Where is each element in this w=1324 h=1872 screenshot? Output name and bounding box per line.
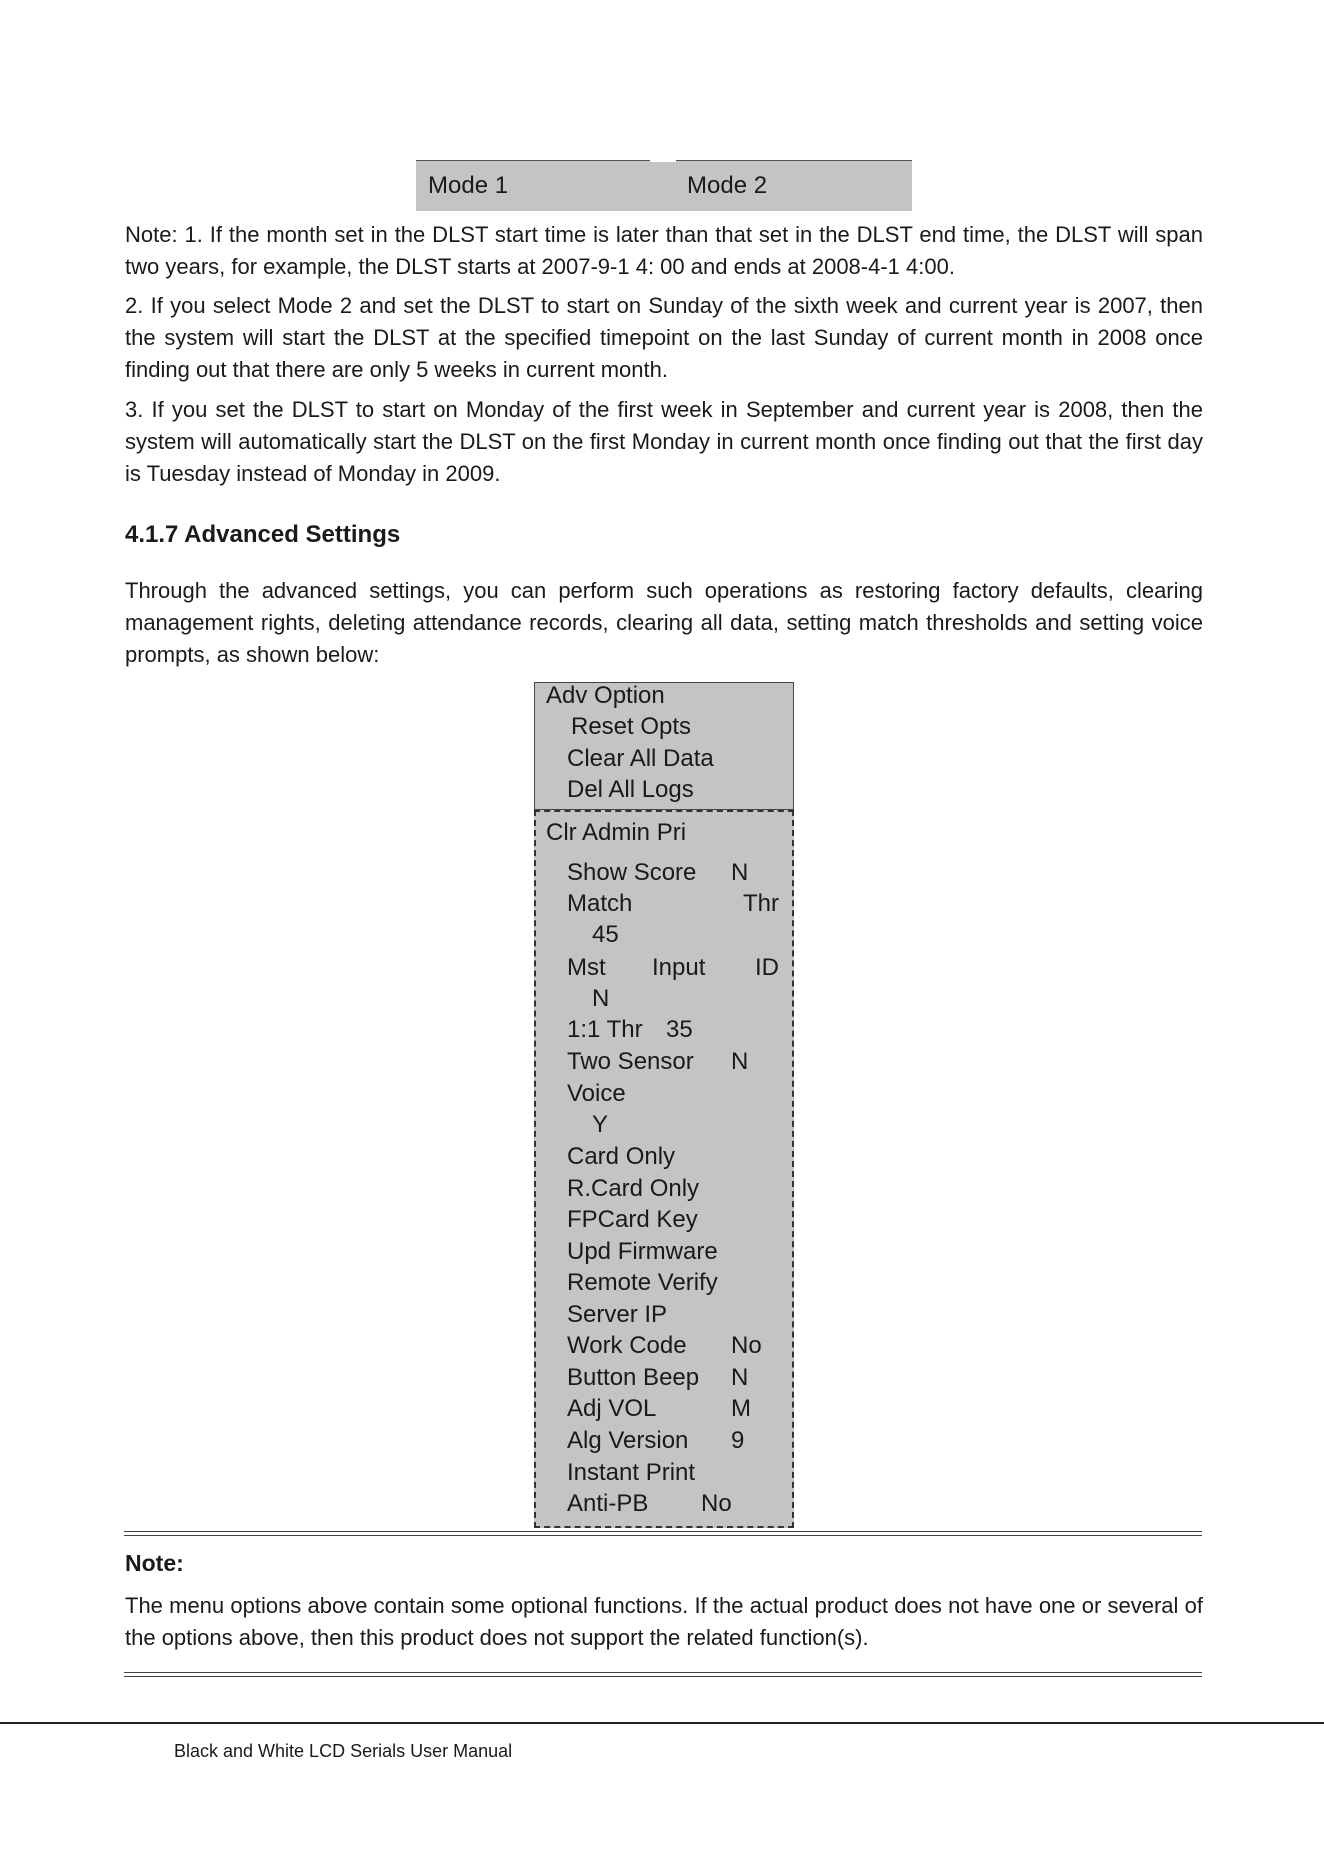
menu-value-mst: N [592, 985, 610, 1012]
menu-item-voice: Voice [567, 1080, 626, 1107]
menu-value-adj-vol: M [731, 1395, 751, 1422]
section-heading: 4.1.7 Advanced Settings [125, 521, 401, 548]
note-paragraph-1: Note: 1. If the month set in the DLST start time is later than that set in the DLST end time, the DLST will span two years, for example, the DLST starts at 2007-9-1 4: 00 and ends at 2008-4-1 4:00. [125, 222, 1203, 279]
menu-item-alg-version: Alg Version [567, 1427, 689, 1454]
menu-value-alg-version: 9 [731, 1427, 745, 1454]
menu-item-clr-admin-pri: Clr Admin Pri [546, 819, 687, 846]
menu-value-one-to-one-thr: 35 [666, 1016, 693, 1043]
menu-value-two-sensor: N [731, 1048, 749, 1075]
footer-rule [0, 1722, 1324, 1724]
menu-item-match-thr: Thr [743, 890, 779, 917]
menu-item-server-ip: Server IP [567, 1301, 668, 1328]
menu-item-rcard-only: R.Card Only [567, 1175, 700, 1202]
menu-item-work-code: Work Code [567, 1332, 687, 1359]
menu-item-show-score: Show Score [567, 859, 697, 886]
menu-item-clear-all-data: Clear All Data [567, 745, 714, 772]
note-top-rule [124, 1531, 1202, 1536]
menu-value-match: 45 [592, 921, 619, 948]
menu-value-voice: Y [592, 1111, 609, 1138]
menu-item-anti-pb: Anti-PB [567, 1490, 649, 1517]
mode-2-label: Mode 2 [687, 172, 768, 199]
menu-value-show-score: N [731, 859, 749, 886]
section-intro: Through the advanced settings, you can perform such operations as restoring factory defaults, clearing management rights, deleting attendance records, clearing all data, setting match thresholds and setting voice prompts, as shown below: [125, 578, 1203, 667]
menu-item-button-beep: Button Beep [567, 1364, 700, 1391]
note-text: The menu options above contain some optional functions. If the actual product does not have one or several of the options above, then this product does not support the related function(s). [125, 1593, 1203, 1650]
menu-title: Adv Option [546, 682, 665, 709]
menu-item-mst-input: Input [652, 954, 706, 981]
menu-item-remote-verify: Remote Verify [567, 1269, 718, 1296]
menu-value-anti-pb: No [701, 1490, 732, 1517]
menu-value-work-code: No [731, 1332, 762, 1359]
menu-item-two-sensor: Two Sensor [567, 1048, 694, 1075]
menu-item-adj-vol: Adj VOL [567, 1395, 657, 1422]
note-paragraph-3: 3. If you set the DLST to start on Monday of the first week in September and current year is 2008, then the system will automatically start the DLST on the first Monday in current month once finding out that the first day is Tuesday instead of Monday in 2009. [125, 397, 1203, 486]
note-title: Note: [125, 1550, 184, 1576]
menu-item-mst: Mst [567, 954, 606, 981]
mode-bar-gap [650, 158, 676, 162]
note-paragraph-2: 2. If you select Mode 2 and set the DLST to start on Sunday of the sixth week and current year is 2007, then the system will start the DLST at the specified timepoint on the last Sunday of current month in 2008 once finding out that there are only 5 weeks in current month. [125, 293, 1203, 382]
menu-item-reset-opts: Reset Opts [571, 713, 692, 740]
menu-value-button-beep: N [731, 1364, 749, 1391]
menu-item-match: Match [567, 890, 633, 917]
mode-1-label: Mode 1 [428, 172, 509, 199]
menu-item-one-to-one-thr: 1:1 Thr [567, 1016, 643, 1043]
menu-item-upd-firmware: Upd Firmware [567, 1238, 718, 1265]
note-bottom-rule [124, 1672, 1202, 1677]
footer-text: Black and White LCD Serials User Manual [174, 1741, 513, 1761]
menu-item-card-only: Card Only [567, 1143, 676, 1170]
menu-item-instant-print: Instant Print [567, 1459, 696, 1486]
menu-item-del-all-logs: Del All Logs [567, 776, 694, 803]
menu-item-mst-id: ID [755, 954, 779, 981]
menu-item-fpcard-key: FPCard Key [567, 1206, 698, 1233]
